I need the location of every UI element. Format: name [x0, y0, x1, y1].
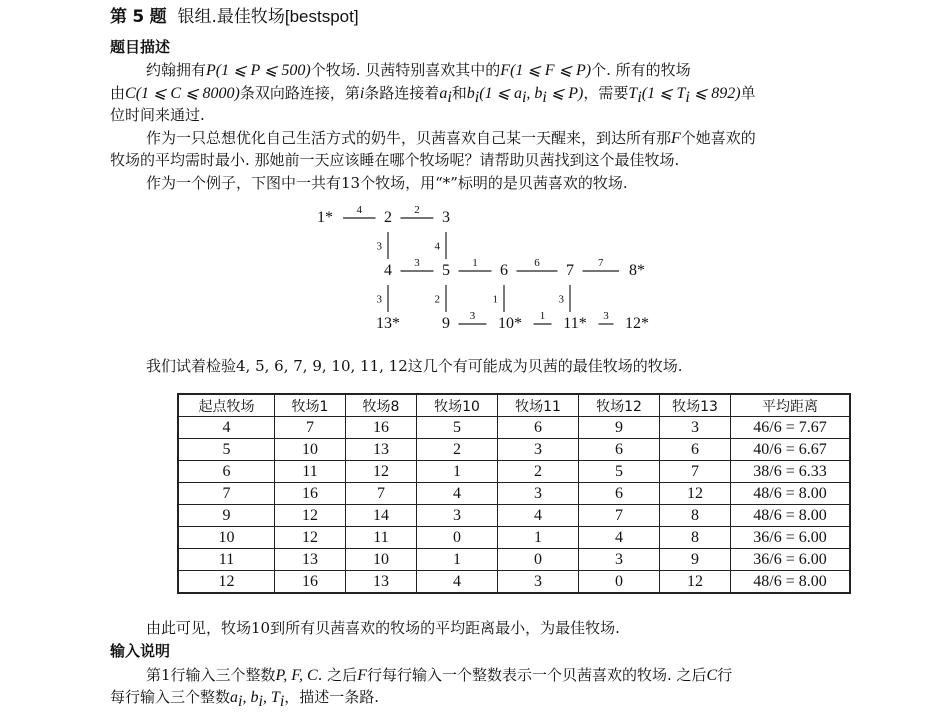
graph-node: 8* [629, 262, 645, 279]
subscript: i [685, 89, 690, 106]
section-heading-input: 输入说明 [110, 642, 171, 660]
subscript: i [521, 89, 527, 106]
section-heading-description: 题目描述 [110, 38, 171, 56]
edge-weight: 2 [434, 293, 440, 306]
table-cell: 9 [579, 417, 660, 439]
math: F [357, 667, 367, 684]
table-cell: 0 [498, 549, 579, 571]
text: 约翰拥有 [146, 61, 207, 79]
edge-weight: 4 [434, 240, 440, 253]
table-cell: 0 [579, 571, 660, 594]
table-row [178, 571, 850, 594]
table-cell: 46/6 = 7.67 [731, 417, 851, 439]
table-cell: 10 [275, 439, 346, 461]
math: ⩽ P) [546, 85, 584, 102]
table-cell: 7 [660, 461, 731, 483]
table-cell: 3 [660, 417, 731, 439]
graph-node: 2 [384, 209, 392, 226]
graph-node: 5 [442, 262, 450, 279]
table-cell: 13 [346, 571, 417, 594]
table-cell: 9 [660, 549, 731, 571]
subscript: i [238, 693, 243, 710]
table-cell: 6 [660, 439, 731, 461]
table-cell: 0 [417, 527, 498, 549]
edge-weight: 4 [356, 204, 362, 216]
text: ，需要 [583, 84, 629, 102]
edge-weight: 2 [414, 204, 420, 216]
table-cell: 6 [498, 417, 579, 439]
graph-node: 7 [566, 262, 574, 279]
table-cell: 4 [498, 505, 579, 527]
graph-edge [534, 310, 552, 324]
description-line-4 [146, 127, 756, 150]
text: 行每行输入一个整数表示一个贝茜喜欢的牧场. 之后 [366, 666, 707, 684]
table-cell: 7 [275, 417, 346, 439]
math: (1 ⩽ T [641, 85, 686, 102]
distance-table [177, 393, 851, 594]
graph-edge [435, 285, 447, 312]
table-row [178, 505, 850, 527]
table-cell: 7 [346, 483, 417, 505]
graph-edge [599, 310, 614, 324]
text: 单 [740, 84, 756, 102]
graph-node: 12* [625, 315, 649, 332]
table-cell: 36/6 = 6.00 [731, 549, 851, 571]
math: b [466, 85, 475, 102]
problem-code: [bestspot] [284, 7, 359, 26]
edge-weight: 1 [492, 293, 498, 306]
table-cell: 6 [178, 461, 275, 483]
math: (1 ⩽ a [479, 85, 522, 102]
column-header: 牧场11 [498, 394, 579, 417]
math: P(1 ⩽ P ⩽ 500) [206, 62, 311, 79]
description-line-3: 位时间来通过. [110, 106, 205, 124]
table-cell: 3 [498, 483, 579, 505]
problem-number-prefix: 第 [110, 7, 127, 27]
table-cell: 4 [178, 417, 275, 439]
input-line-1 [146, 664, 732, 687]
table-cell: 13 [346, 439, 417, 461]
table-cell: 6 [579, 439, 660, 461]
problem-number: 5 [132, 7, 145, 27]
table-row [178, 461, 850, 483]
table-cell: 48/6 = 8.00 [731, 505, 851, 527]
math: F(1 ⩽ F ⩽ P) [500, 62, 592, 79]
table-cell: 8 [660, 505, 731, 527]
text: 作为一只总想优化自己生活方式的奶牛，贝茜喜欢自己某一天醒来，到达所有那 [146, 129, 672, 147]
table-cell: 16 [275, 571, 346, 594]
table-cell: 40/6 = 6.67 [731, 439, 851, 461]
column-header: 牧场1 [275, 394, 346, 417]
table-row [178, 483, 850, 505]
edge-weight: 3 [376, 240, 382, 253]
test-sentence: 我们试着检验4, 5, 6, 7, 9, 10, 11, 12这几个有可能成为贝茜的最佳牧场的牧场. [146, 357, 683, 375]
graph-edge [401, 204, 434, 218]
column-header: 起点牧场 [178, 394, 275, 417]
description-line-2 [110, 82, 756, 109]
edge-weight: 6 [534, 257, 540, 269]
description-line-1 [146, 59, 691, 82]
graph-edge [559, 285, 571, 312]
edge-weight: 1 [472, 257, 478, 269]
table-cell: 12 [660, 483, 731, 505]
table-cell: 3 [498, 571, 579, 594]
graph-edge [493, 285, 505, 312]
table-row [178, 527, 850, 549]
subscript: i [637, 89, 642, 106]
math: T [628, 85, 638, 102]
graph-edge [401, 257, 434, 271]
graph-edge [343, 204, 376, 218]
table-cell: 3 [417, 505, 498, 527]
table-cell: 12 [275, 505, 346, 527]
subscript: i [258, 693, 263, 710]
problem-name: 银组.最佳牧场 [177, 7, 285, 27]
table-cell: 5 [417, 417, 498, 439]
subscript: i [447, 89, 452, 106]
text: 个. 所有的牧场 [591, 61, 691, 79]
conclusion: 由此可见，牧场10到所有贝茜喜欢的牧场的平均距离最小，为最佳牧场. [146, 619, 620, 637]
table-cell: 8 [660, 527, 731, 549]
table-cell: 48/6 = 8.00 [731, 483, 851, 505]
column-header: 牧场12 [579, 394, 660, 417]
table-header-row [178, 394, 850, 417]
graph-node: 10* [498, 315, 522, 332]
graph-node: 13* [376, 315, 400, 332]
graph-node: 1* [317, 209, 333, 226]
table-cell: 12 [660, 571, 731, 594]
table-cell: 4 [417, 571, 498, 594]
text: 和 [451, 84, 467, 102]
table-row [178, 549, 850, 571]
edge-weight: 3 [469, 310, 476, 322]
math: a [439, 85, 448, 102]
graph-edge [377, 285, 389, 312]
table-cell: 12 [178, 571, 275, 594]
math: a [230, 689, 239, 706]
table-cell: 36/6 = 6.00 [731, 527, 851, 549]
table-cell: 7 [178, 483, 275, 505]
text: 每行输入三个整数 [110, 688, 231, 706]
math: , b [242, 689, 259, 706]
table-cell: 1 [417, 461, 498, 483]
text: 条路连接着 [364, 84, 440, 102]
table-cell: 12 [275, 527, 346, 549]
text: 行 [717, 666, 733, 684]
edge-weight: 7 [598, 257, 604, 269]
graph-node: 3 [442, 209, 450, 226]
table-cell: 7 [579, 505, 660, 527]
input-line-2 [110, 686, 379, 713]
text: . 之后 [317, 666, 358, 684]
description-line-6: 作为一个例子，下图中一共有13个牧场，用“*”标明的是贝茜喜欢的牧场. [146, 174, 628, 192]
math: ⩽ 892) [689, 85, 741, 102]
text: 个牧场. 贝茜特别喜欢其中的 [310, 61, 501, 79]
text: 条双向路连接，第 [239, 84, 360, 102]
table-row [178, 417, 850, 439]
graph-node: 4 [384, 262, 392, 279]
table-cell: 1 [498, 527, 579, 549]
text: 个她喜欢的 [680, 129, 756, 147]
subscript: i [542, 89, 547, 106]
table-cell: 6 [579, 483, 660, 505]
table-cell: 14 [346, 505, 417, 527]
table-cell: 38/6 = 6.33 [731, 461, 851, 483]
table-cell: 11 [346, 527, 417, 549]
table-cell: 16 [275, 483, 346, 505]
graph-edge [377, 232, 389, 259]
table-cell: 2 [417, 439, 498, 461]
math: , T [262, 689, 280, 706]
graph-node: 11* [563, 315, 587, 332]
table-cell: 16 [346, 417, 417, 439]
text: ，描述一条路. [284, 688, 380, 706]
subscript: i [279, 693, 285, 710]
table-cell: 13 [275, 549, 346, 571]
graph-edge [435, 232, 447, 259]
table-cell: 5 [178, 439, 275, 461]
graph-edge [517, 257, 558, 271]
math: C(1 ⩽ C ⩽ 8000) [125, 85, 240, 102]
graph-node: 9 [442, 315, 450, 332]
math: i [359, 85, 365, 102]
description-line-5: 牧场的平均需时最小. 那她前一天应该睡在哪个牧场呢？请帮助贝茜找到这个最佳牧场. [110, 151, 680, 169]
math: C [706, 667, 718, 684]
table-cell: 3 [579, 549, 660, 571]
edge-weight: 3 [376, 293, 382, 306]
table-cell: 48/6 = 8.00 [731, 571, 851, 594]
table-cell: 5 [579, 461, 660, 483]
graph-edge [459, 257, 492, 271]
table-cell: 11 [178, 549, 275, 571]
table-cell: 2 [498, 461, 579, 483]
pasture-graph [300, 200, 660, 345]
table-cell: 1 [417, 549, 498, 571]
problem-number-suffix: 题 [149, 7, 167, 27]
table-cell: 10 [346, 549, 417, 571]
table-body [178, 417, 850, 594]
edge-weight: 3 [603, 310, 609, 322]
graph-edge [583, 257, 620, 271]
table-cell: 4 [417, 483, 498, 505]
graph-node: 6 [500, 262, 508, 279]
table-cell: 10 [178, 527, 275, 549]
math: P, F, C [275, 667, 318, 684]
column-header: 牧场13 [660, 394, 731, 417]
column-header: 牧场8 [346, 394, 417, 417]
math: F [671, 130, 681, 147]
column-header: 平均距离 [731, 394, 851, 417]
edge-weight: 3 [414, 257, 420, 269]
table-cell: 4 [579, 527, 660, 549]
edge-weight: 1 [539, 310, 546, 322]
table-row [178, 439, 850, 461]
edge-weight: 3 [558, 293, 564, 306]
table-cell: 12 [346, 461, 417, 483]
table-cell: 11 [275, 461, 346, 483]
text: 由 [110, 84, 126, 102]
column-header: 牧场10 [417, 394, 498, 417]
math: , b [526, 85, 543, 102]
table-cell: 9 [178, 505, 275, 527]
subscript: i [474, 89, 480, 106]
table-cell: 3 [498, 439, 579, 461]
text: 第1行输入三个整数 [146, 666, 276, 684]
problem-title [110, 2, 359, 27]
graph-edge [459, 310, 487, 324]
